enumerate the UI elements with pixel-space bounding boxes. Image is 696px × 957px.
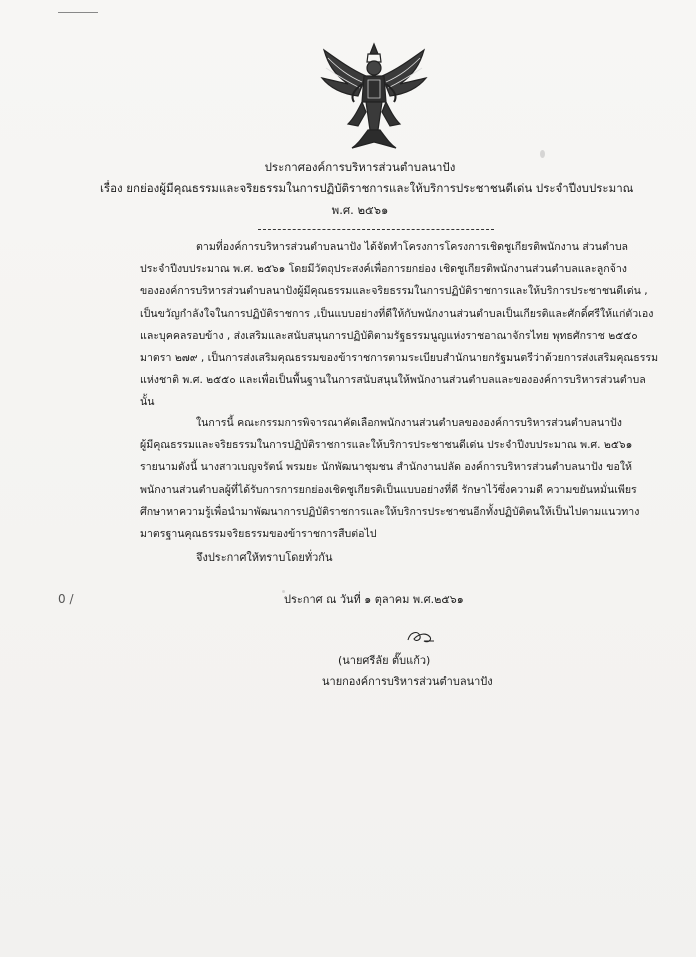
header-divider [258, 229, 494, 230]
scan-speck [282, 590, 285, 593]
signatory-position: นายกองค์การบริหารส่วนตำบลนาปัง [322, 675, 493, 688]
paragraph-line: ตามที่องค์การบริหารส่วนตำบลนาปัง ได้จัดทำโครงการโครงการเชิดชูเกียรติพนักงาน ส่วนตำบล [196, 241, 629, 253]
paragraph-line: ในการนี้ คณะกรรมการพิจารณาคัดเลือกพนักงานส่วนตำบลขององค์การบริหารส่วนตำบลนาปัง [196, 417, 622, 429]
paragraph-line: รายนามดังนี้ นางสาวเบญจรัตน์ พรมยะ นักพัฒนาชุมชน สำนักงานปลัด องค์การบริหารส่วนตำบลนาปัง ขอให้ [140, 461, 632, 474]
garuda-emblem-icon [318, 40, 430, 152]
paragraph-line: ศึกษาหาความรู้เพื่อนำมาพัฒนาการปฏิบัติราชการและให้บริการประชาชนอีกทั้งปฏิบัติตนให้เป็นไปตามแนวทาง [140, 505, 640, 518]
margin-mark: 0 / [58, 592, 74, 606]
announcement-title: ประกาศองค์การบริหารส่วนตำบลนาปัง [264, 160, 456, 174]
scan-mark [58, 12, 98, 13]
signature-icon [404, 628, 438, 646]
paragraph-2 [140, 412, 640, 545]
paragraph-line: มาตรฐานคุณธรรมจริยธรรมของข้าราชการสืบต่อไป [140, 528, 377, 541]
date-line: ประกาศ ณ วันที่ ๑ ตุลาคม พ.ศ.๒๕๖๑ [284, 593, 464, 606]
announcement-subject: เรื่อง ยกย่องผู้มีคุณธรรมและจริยธรรมในการปฏิบัติราชการและให้บริการประชาชนดีเด่น ประจำปีงบประมาณ [100, 181, 634, 195]
announcement-year: พ.ศ. ๒๕๖๑ [331, 203, 389, 217]
paragraph-line: เป็นขวัญกำลังใจในการปฏิบัติราชการ ,เป็นแบบอย่างที่ดีให้กับพนักงานส่วนตำบลเป็นเกียรติและศักดิ์ศรีให้แก่ตัวเอง [140, 307, 654, 320]
paragraph-line: และบุคคลรอบข้าง , ส่งเสริมและสนับสนุนการปฏิบัติตามรัฐธรรมนูญแห่งราชอาณาจักรไทย พุทธศักราช ๒๕๕๐ [140, 329, 638, 342]
announce-line: จึงประกาศให้ทราบโดยทั่วกัน [196, 551, 333, 564]
paragraph-line: แห่งชาติ พ.ศ. ๒๕๕๐ และเพื่อเป็นพื้นฐานในการสนับสนุนให้พนักงานส่วนตำบลและขององค์การบริหารส่วนตำบล [140, 374, 646, 387]
paragraph-line: ผู้มีคุณธรรมและจริยธรรมในการปฏิบัติราชการและให้บริการประชาชนดีเด่น ประจำปีงบประมาณ พ.ศ. ๒๕๖๑ [140, 439, 633, 452]
paragraph-line: ขององค์การบริหารส่วนตำบลนาปังผู้มีคุณธรรมและจริยธรรมในการปฏิบัติราชการและให้บริการประชาชนดีเด่น , [140, 285, 648, 298]
paragraph-line: พนักงานส่วนตำบลผู้ที่ได้รับการการยกย่องเชิดชูเกียรติเป็นแบบอย่างที่ดี รักษาไว้ซึ่งความดี ความขยันหมั่นเพียร [140, 483, 637, 496]
paragraph-line: นั้น [140, 396, 155, 409]
signatory-name: (นายศรีลัย ตั๊บแก้ว) [338, 654, 431, 667]
scan-speck [540, 150, 545, 158]
paragraph-1 [140, 236, 659, 414]
paragraph-line: มาตรา ๒๗๙ , เป็นการส่งเสริมคุณธรรมของข้าราชการตามระเบียบสำนักนายกรัฐมนตรีว่าด้วยการส่งเสริมคุณธรรม [140, 352, 659, 365]
paragraph-line: ประจำปีงบประมาณ พ.ศ. ๒๕๖๑ โดยมีวัตถุประสงค์เพื่อการยกย่อง เชิดชูเกียรติพนักงานส่วนตำบลและลูกจ้าง [140, 263, 627, 276]
